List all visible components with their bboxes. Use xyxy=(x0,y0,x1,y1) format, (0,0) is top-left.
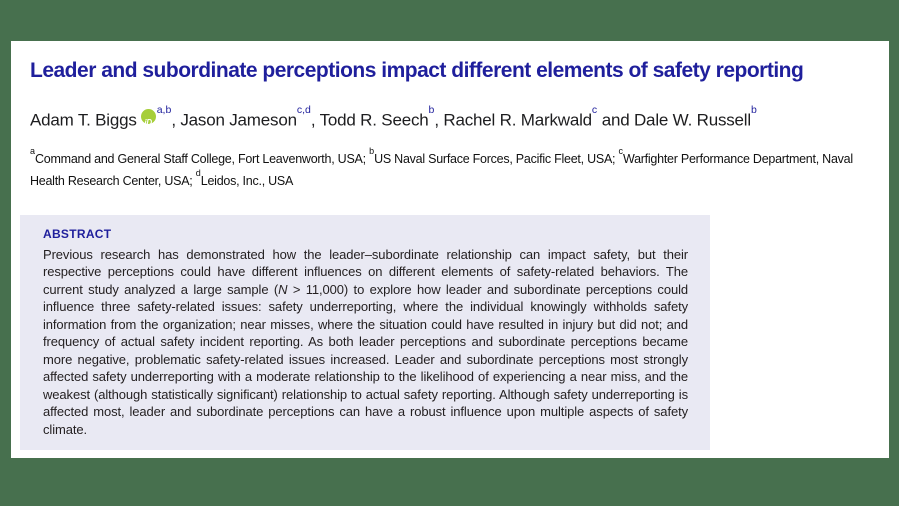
abstract-italic-n: N xyxy=(278,281,288,297)
affiliation-text: US Naval Surface Forces, Pacific Fleet, USA; xyxy=(374,151,619,166)
article-content xyxy=(11,41,889,450)
orcid-icon[interactable] xyxy=(141,109,156,127)
affiliation-text: Leidos, Inc., USA xyxy=(200,174,294,189)
affiliation-text: Warfighter Performance Department, Naval Health Research Center, USA; xyxy=(30,151,853,189)
author-affil-sup: c,d xyxy=(296,104,311,116)
author-affil-sup: b xyxy=(428,104,435,116)
abstract-text-part: > 11,000) to explore how leader and subordinate perceptions could influence three safety-related issues: safety underreporting, where the individual knowingly withholds safety information from the organization; near misses, where the situation could have resulted in injury but did not; and frequency of actual safety incident reporting. As both leader perceptions and subordinate perceptions became more negative, problematic safety-related issues increased. Leader and subordinate perceptions most strongly affected safety underreporting with a moderate relationship to the likelihood of experiencing a near miss, and the weakest (although statistically significant) relationship to actual safety reporting. Although safety underreporting is affected most, leader and subordinate perceptions can have a robust influence upon multiple aspects of safety climate. xyxy=(43,281,688,437)
affiliation-line xyxy=(30,146,875,191)
author-name: Jason Jameson xyxy=(180,110,297,130)
author-affil-sup: a,b xyxy=(156,104,172,116)
author-name: Todd R. Seech xyxy=(319,110,429,130)
author-affil-sup: c xyxy=(591,104,598,116)
abstract-text xyxy=(43,246,688,439)
author-separator: , xyxy=(171,110,181,130)
affiliation-sup: b xyxy=(369,145,375,156)
affiliation-sup: c xyxy=(618,145,623,156)
affiliation-sup: a xyxy=(30,145,36,156)
affiliation-sup: d xyxy=(195,168,201,179)
author-name: Dale W. Russell xyxy=(633,110,751,130)
author-separator: , xyxy=(434,110,444,130)
article-page xyxy=(11,41,889,458)
author-line xyxy=(30,106,875,131)
author-separator: and xyxy=(597,110,634,130)
author-affil-sup: b xyxy=(750,104,757,116)
author-separator: , xyxy=(310,110,320,130)
affiliation-text: Command and General Staff College, Fort Leavenworth, USA; xyxy=(35,151,370,166)
author-name: Adam T. Biggs xyxy=(30,110,137,130)
abstract-box xyxy=(20,215,710,451)
article-title: Leader and subordinate perceptions impact different elements of safety reporting xyxy=(30,59,804,82)
author-name: Rachel R. Markwald xyxy=(443,110,592,130)
abstract-heading: ABSTRACT xyxy=(43,226,112,241)
orcid-id-glyph: iD xyxy=(144,117,152,127)
abstract-text-part: Previous research has demonstrated how the leader–subordinate relationship can impact safety, but their respective perceptions could have different influences on different elements of safety-related behaviors. The current study analyzed a large sample ( xyxy=(43,246,688,297)
